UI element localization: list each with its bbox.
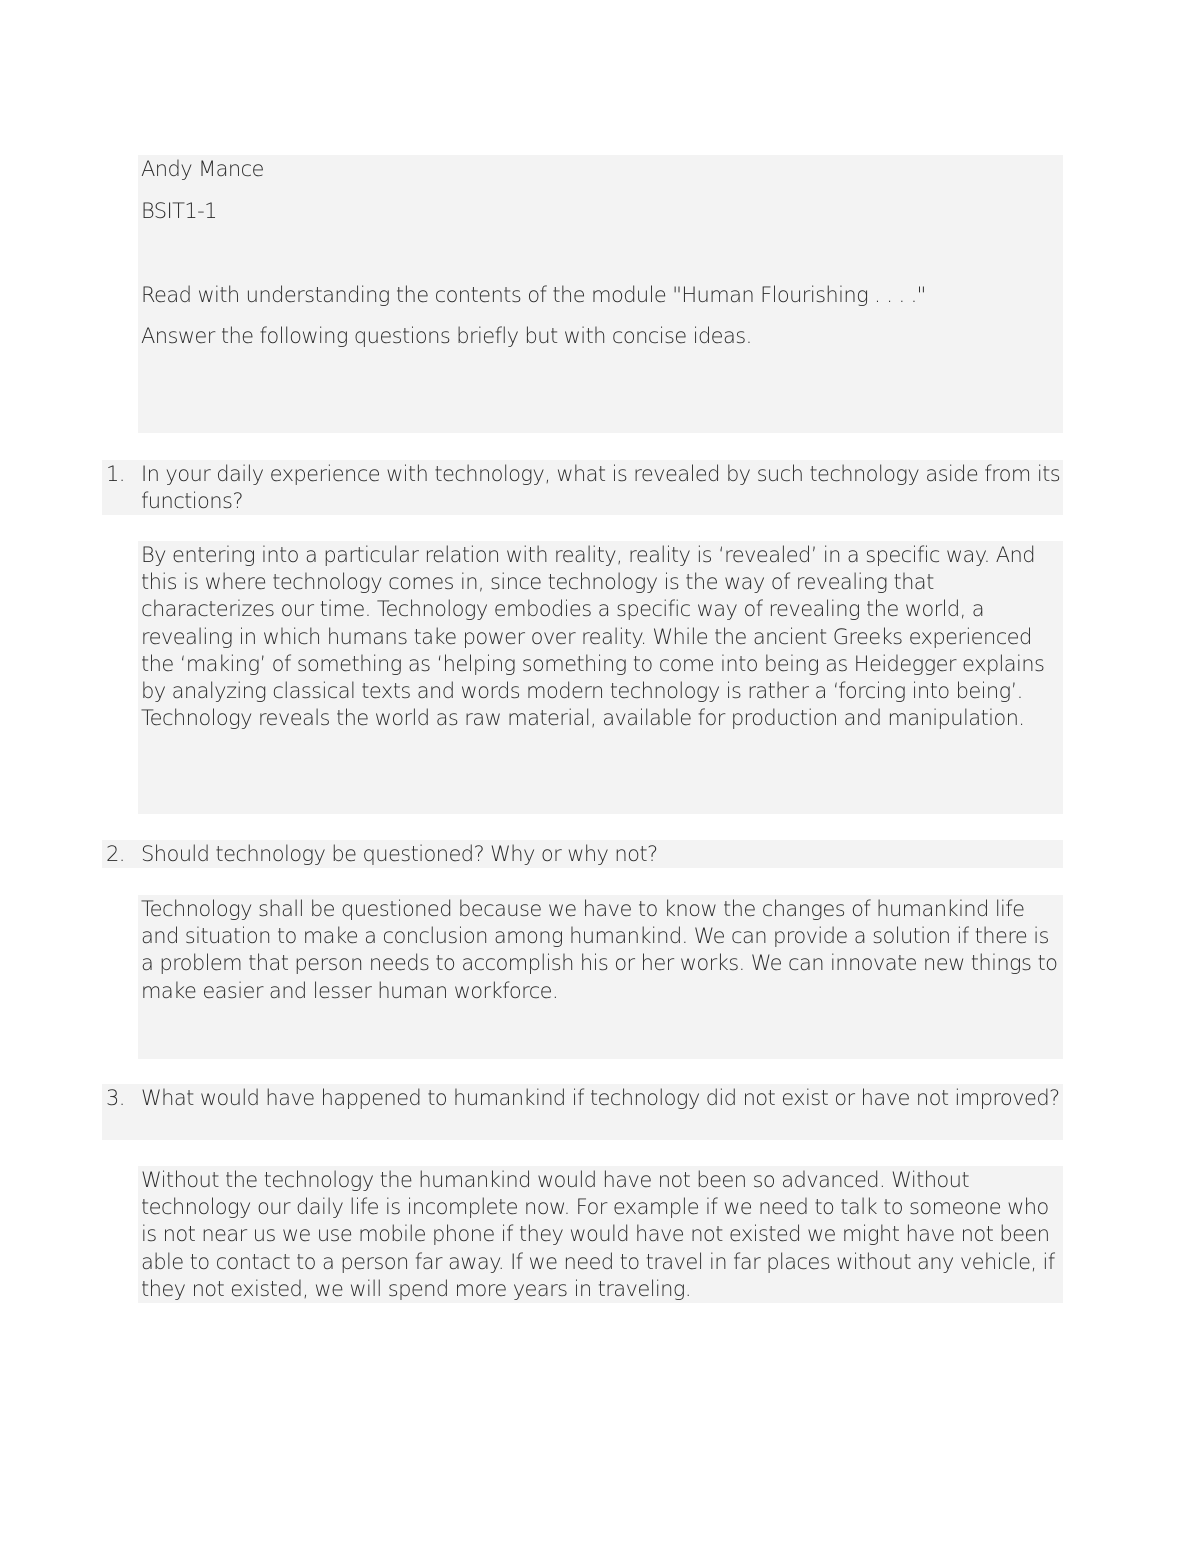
student-section: BSIT1-1 xyxy=(141,199,217,223)
question-1-text: In your daily experience with technology, what is revealed by such technology aside from its functions? xyxy=(141,462,1061,513)
answer-3-text: Without the technology the humankind would have not been so advanced. Without technology our daily life is incomplete now. For example if we need to talk to someone who is not near us we use mobile phone if they would have not existed we might have not been able to contact to a person far away. If we need to travel in far places without any vehicle, if they not existed, we will spend more years in traveling. xyxy=(141,1168,1055,1301)
question-2-text: Should technology be questioned? Why or why not? xyxy=(141,842,658,866)
question-3-number: 3. xyxy=(106,1086,125,1110)
answer-1-text: By entering into a particular relation with reality, reality is ‘revealed’ in a specific way. And this is where technology comes in, since technology is the way of revealing that characterizes our time. Technology embodies a specific way of revealing the world, a revealing in which humans take power over reality. While the ancient Greeks experienced the ‘making’ of something as ‘helping something to come into being as Heidegger explains by analyzing classical texts and words modern technology is rather a ‘forcing into being’. Technology reveals the world as raw material, available for production and manipulation. xyxy=(141,543,1045,731)
instruction-answer: Answer the following questions briefly but with concise ideas. xyxy=(141,324,752,348)
question-2-number: 2. xyxy=(106,842,125,866)
question-1-number: 1. xyxy=(106,462,125,486)
question-3-text: What would have happened to humankind if technology did not exist or have not improved? xyxy=(141,1086,1060,1110)
answer-2-text: Technology shall be questioned because we have to know the changes of humankind life and situation to make a conclusion among humankind. We can provide a solution if there is a problem that person needs to accomplish his or her works. We can innovate new things to make easier and lesser human workforce. xyxy=(141,897,1058,1003)
student-name: Andy Mance xyxy=(141,157,264,181)
instruction-read: Read with understanding the contents of the module "Human Flourishing . . . ." xyxy=(141,283,926,307)
